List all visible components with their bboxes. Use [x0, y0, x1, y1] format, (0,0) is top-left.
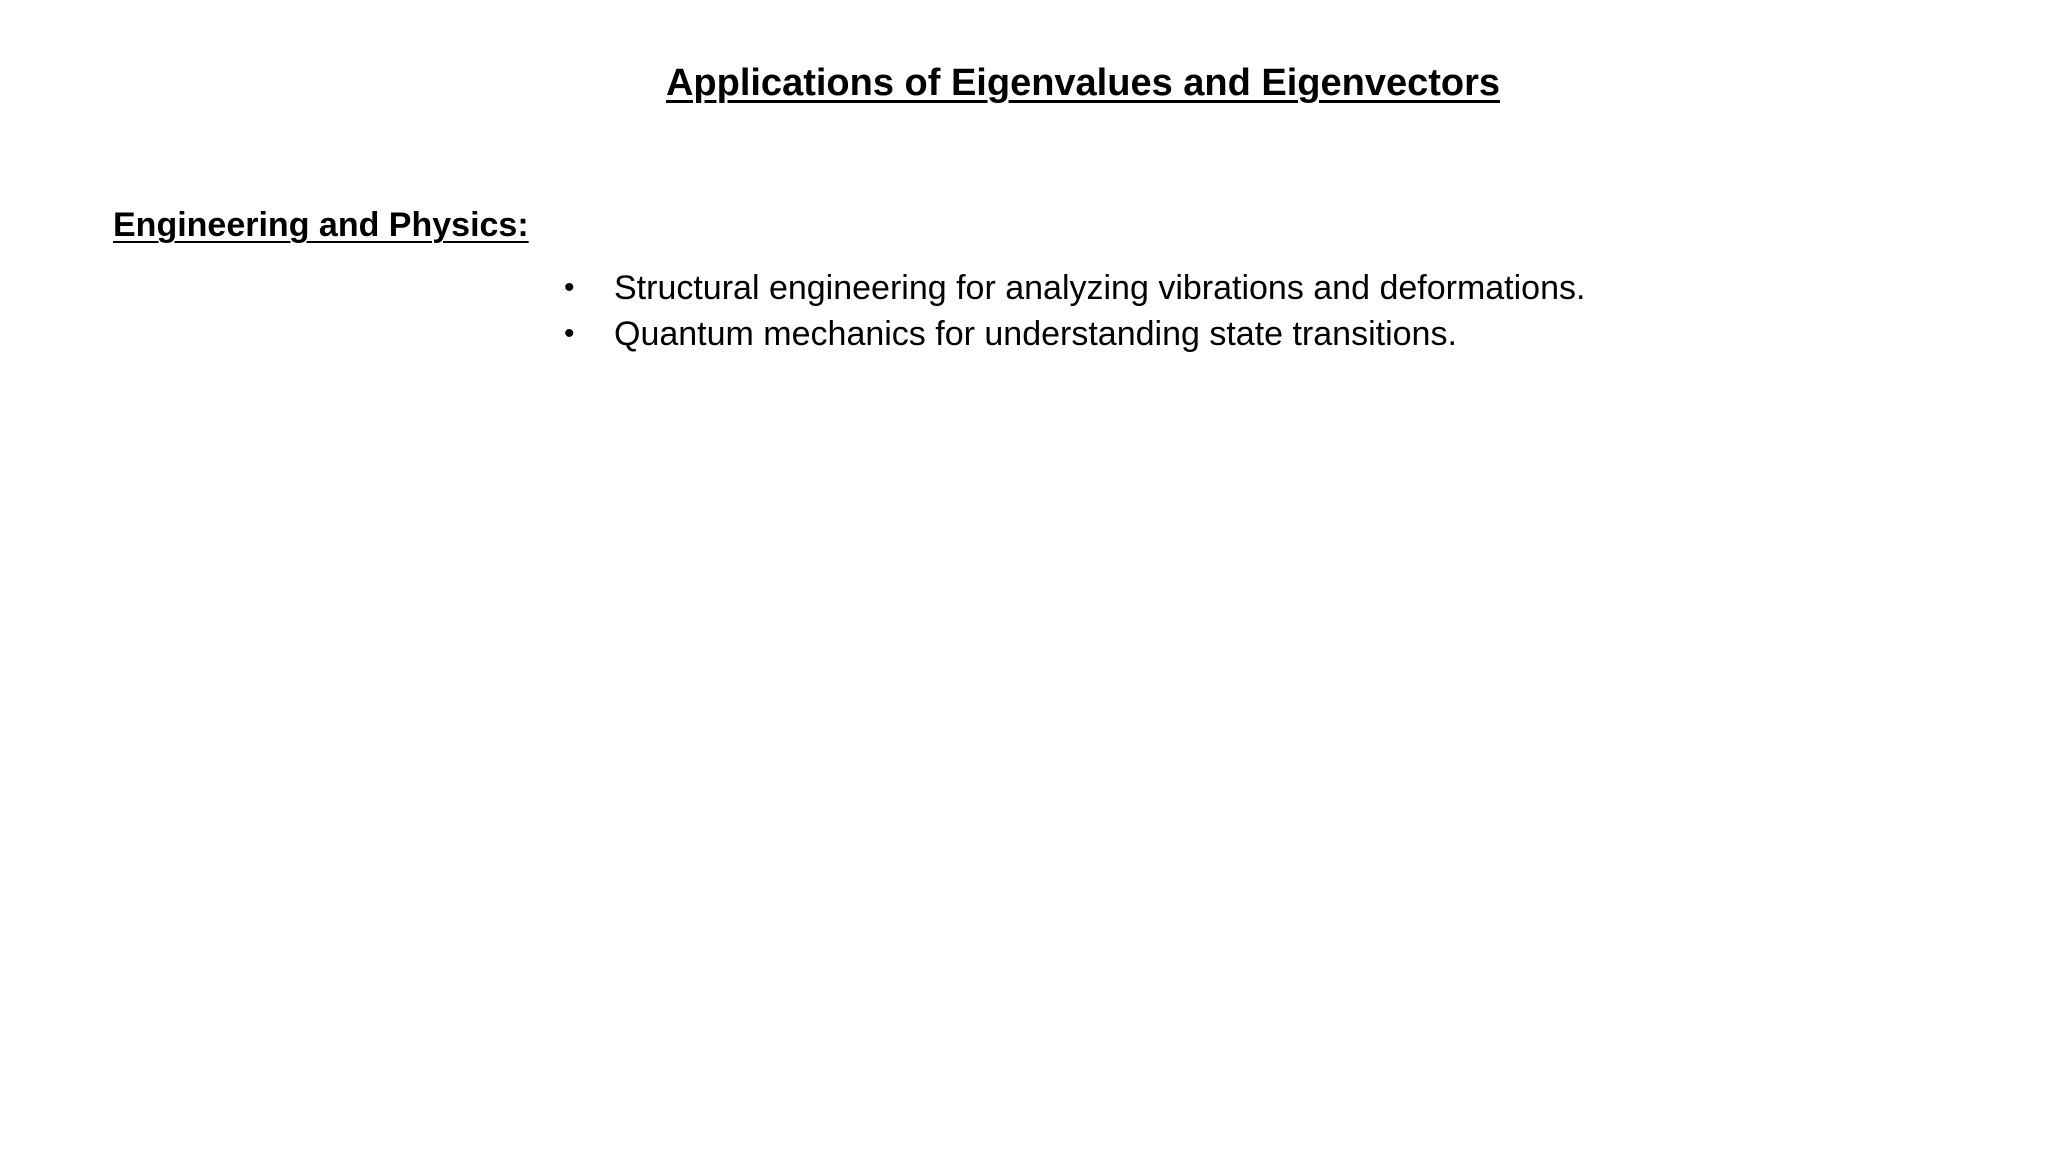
bullet-icon: • — [564, 317, 575, 350]
list-item — [560, 265, 1585, 311]
list-item-text: Quantum mechanics for understanding state transitions. — [614, 315, 1457, 353]
bullet-list — [560, 265, 1585, 357]
bullet-icon: • — [564, 271, 575, 304]
slide-title: Applications of Eigenvalues and Eigenvectors — [665, 62, 1501, 104]
section-heading-engineering-physics: Engineering and Physics: — [113, 206, 529, 244]
list-item-text: Structural engineering for analyzing vibrations and deformations. — [614, 269, 1586, 307]
list-item — [560, 311, 1585, 357]
